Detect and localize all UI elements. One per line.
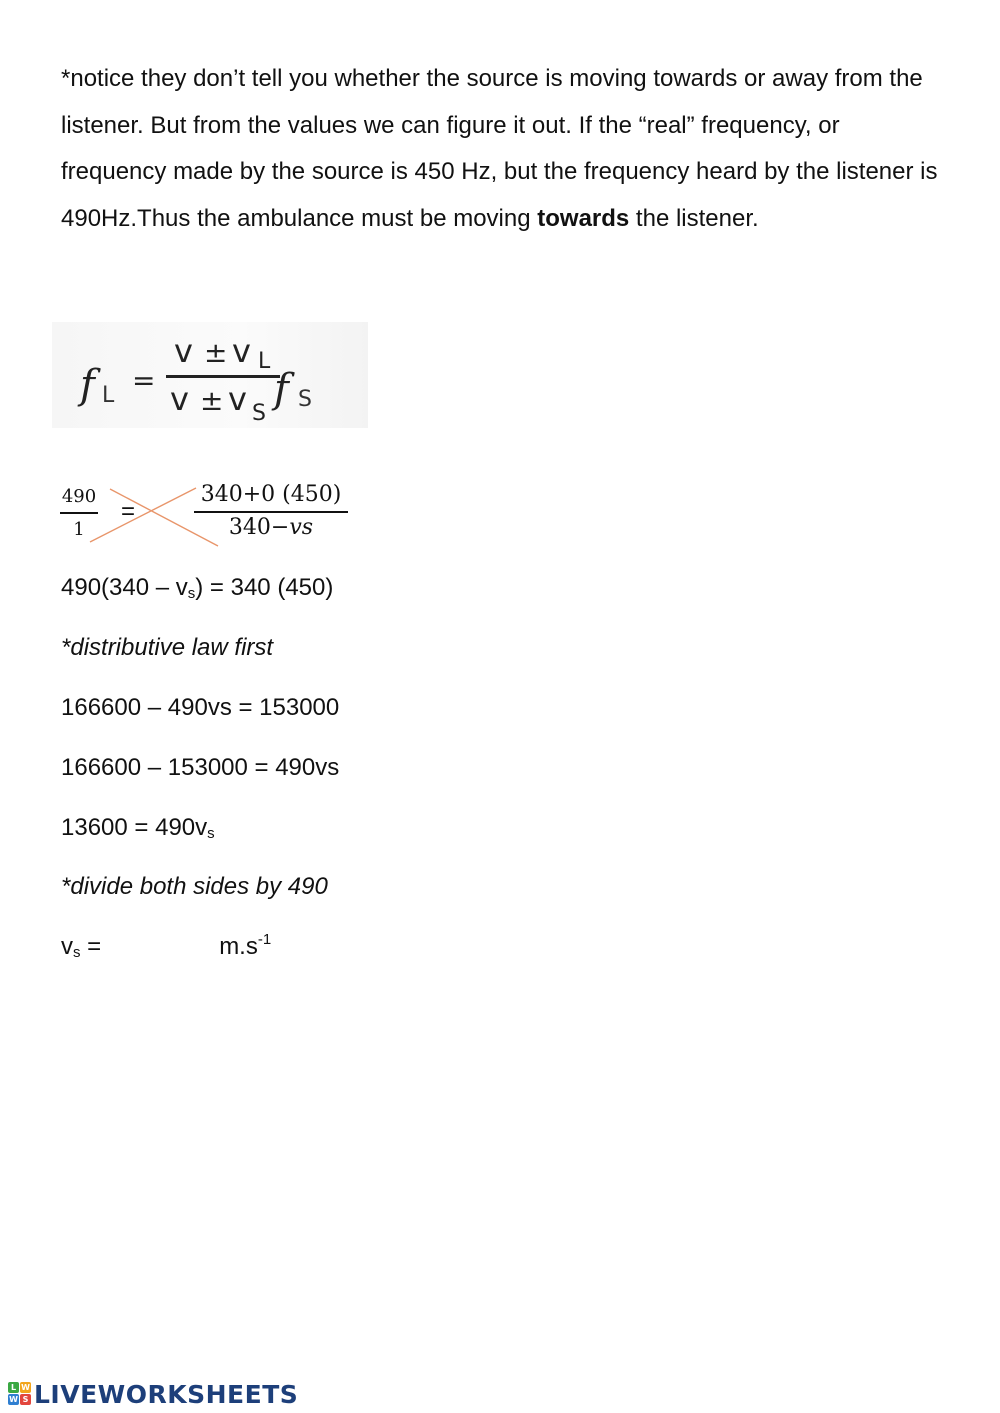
cross-line-up [90,488,196,542]
doppler-formula-image [52,322,368,428]
formula-rhs-sub: S [298,387,312,412]
formula-fraction-bar [166,375,280,378]
answer-unit: m.s [219,933,258,960]
step4-subscript: s [207,825,215,842]
step-expanded: 166600 – 490vs = 153000 [61,694,340,721]
doppler-formula-svg [52,322,368,428]
step1-rest: ) = 340 (450) [195,574,334,601]
liveworksheets-brand: LIVEWORKSHEETS [34,1379,299,1409]
answer-line [61,932,271,965]
intro-paragraph [61,56,941,242]
right-denominator [194,515,348,541]
formula-num-pm: ± [204,336,228,369]
step-simplified [61,813,215,846]
formula-num-v2: v [232,332,251,370]
answer-subscript: s [73,944,81,961]
left-fraction-bar [60,512,98,514]
formula-num-sub: L [258,349,271,374]
step-cross-multiplied [61,573,333,606]
right-den-variable: vs [289,515,314,540]
step-rearranged: 166600 – 153000 = 490vs [61,754,340,781]
note-distributive: *distributive law first [61,634,274,661]
answer-variable: v [61,933,73,960]
step1-main: 490(340 – v [61,574,188,601]
logo-cell-2: W [21,1383,30,1392]
liveworksheets-footer [8,1380,298,1408]
right-fraction [194,482,348,541]
logo-cell-3: W [9,1395,18,1404]
step4-main: 13600 = 490v [61,814,208,841]
logo-cell-1: L [8,1382,19,1393]
formula-num-v: v [174,332,193,370]
formula-den-v2: v [228,380,247,418]
answer-equals: = [80,933,102,960]
formula-lhs-sub: L [102,383,115,408]
step1-subscript: s [187,585,196,602]
formula-den-sub: S [252,401,266,426]
answer-unit-exponent: -1 [257,931,272,948]
liveworksheets-logo-icon [8,1382,32,1406]
logo-cell-4: S [20,1394,31,1405]
left-fraction [60,486,98,541]
right-den-prefix: 340− [228,515,290,540]
intro-text-end: the listener. [629,204,759,232]
formula-equals: = [132,364,156,397]
formula-rhs-f: f [274,366,289,412]
left-denominator: 1 [73,519,85,540]
equation-equals: = [121,498,136,525]
intro-bold-word: towards [537,204,630,232]
left-numerator: 490 [61,486,97,507]
right-numerator: 340+0 (450) [200,482,342,507]
formula-lhs-f: f [80,362,95,408]
right-fraction-bar [194,511,348,513]
substituted-equation [60,480,360,550]
note-divide: *divide both sides by 490 [61,873,328,900]
formula-den-v: v [170,380,189,418]
formula-den-pm: ± [200,384,224,417]
intro-text-start: *notice they don’t tell you whether the source is moving towards or away from the listener. But from the values we can figure it out. If the “real” frequency, or frequency made by the source is 450 Hz, but the frequency heard by the listener is 490Hz.Thus the ambulance must be moving [61,65,938,232]
